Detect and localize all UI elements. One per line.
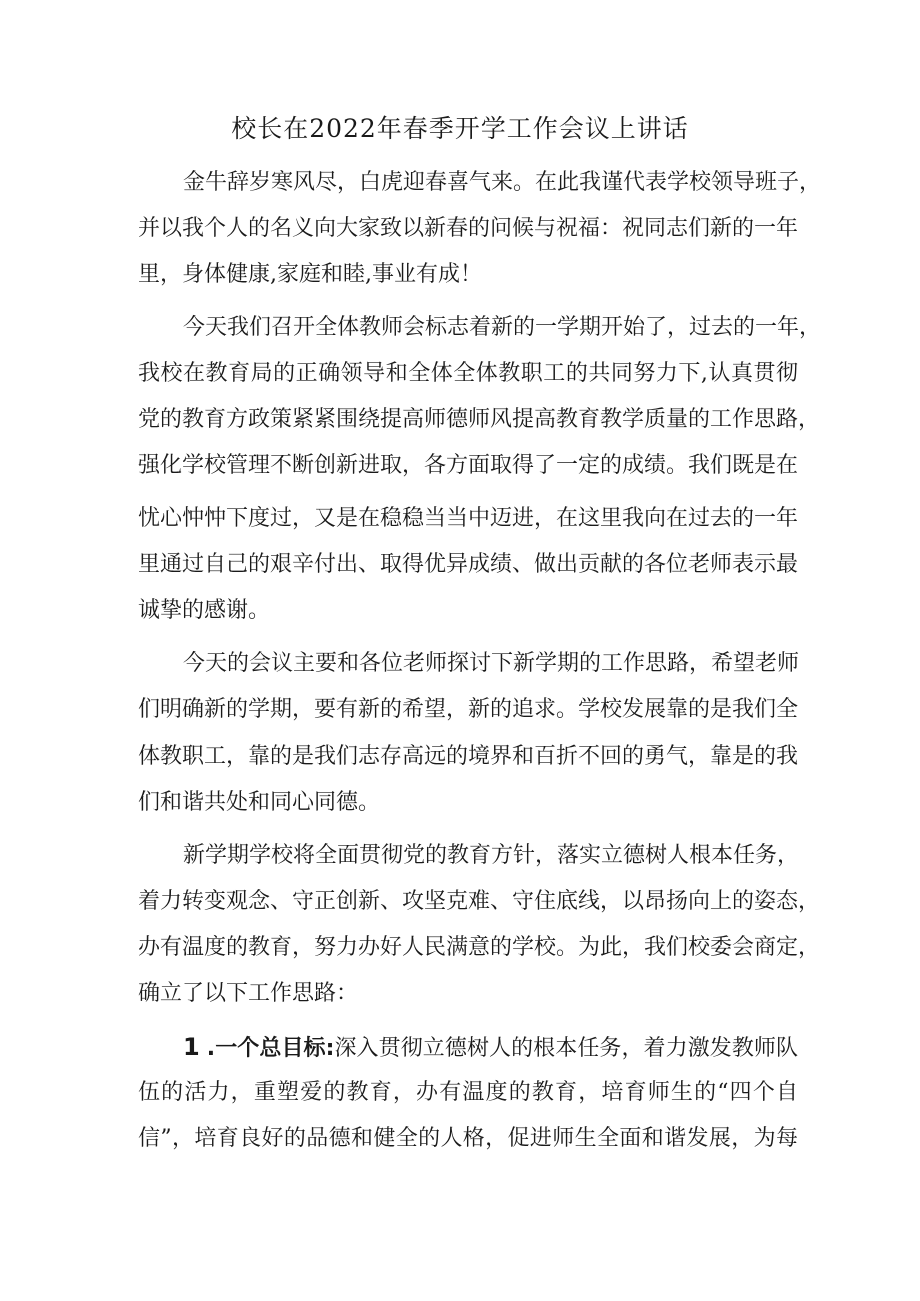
paragraph-4-line-4: 确立了以下工作思路：	[138, 981, 359, 1006]
paragraph-5-line-1-text: 深入贯彻立德树人的根本任务，着力激发教师队	[334, 1036, 799, 1061]
paragraph-3-line-1: 今天的会议主要和各位老师探讨下新学期的工作思路，希望老师	[183, 651, 800, 676]
section-heading: .一个总目标:	[206, 1036, 335, 1061]
list-number: 1	[183, 1033, 200, 1061]
page-title: 校长在2022年春季开学工作会议上讲话	[231, 114, 689, 143]
paragraph-2-line-5: 忧心忡忡下度过，又是在稳稳当当中迈进，在这里我向在过去的一年	[138, 506, 799, 531]
paragraph-2-line-7: 诚挚的感谢。	[138, 598, 271, 623]
paragraph-1-line-2: 并以我个人的名义向大家致以新春的问候与祝福：祝同志们新的一年	[138, 216, 799, 241]
paragraph-4-line-2: 着力转变观念、守正创新、攻坚克难、守住底线，以昂扬向上的姿态，	[138, 889, 821, 914]
paragraph-2-line-1: 今天我们召开全体教师会标志着新的一学期开始了，过去的一年，	[183, 315, 822, 340]
paragraph-2-line-3: 党的教育方政策紧紧围绕提高师德师风提高教育教学质量的工作思路，	[138, 407, 821, 432]
paragraph-2-line-2: 我校在教育局的正确领导和全体全体教职工的共同努力下,认真贯彻	[138, 361, 798, 386]
paragraph-3-line-3: 体教职工，靠的是我们志存高远的境界和百折不回的勇气，靠是的我	[138, 744, 799, 769]
paragraph-5-line-3: 信”，培育良好的品德和健全的人格，促进师生全面和谐发展，为每	[138, 1126, 798, 1151]
paragraph-3-line-2: 们明确新的学期，要有新的希望，新的追求。学校发展靠的是我们全	[138, 697, 799, 722]
paragraph-4-line-1: 新学期学校将全面贯彻党的教育方针，落实立德树人根本任务，	[183, 843, 800, 868]
paragraph-3-line-4: 们和谐共处和同心同德。	[138, 790, 381, 815]
paragraph-2-line-4: 强化学校管理不断创新进取，各方面取得了一定的成绩。我们既是在	[138, 453, 799, 478]
paragraph-1-line-3: 里，身体健康,家庭和睦,事业有成！	[138, 262, 482, 287]
paragraph-2-line-6: 里通过自己的艰辛付出、取得优异成绩、做出贡献的各位老师表示最	[138, 552, 799, 577]
paragraph-4-line-3: 办有温度的教育，努力办好人民满意的学校。为此，我们校委会商定，	[138, 935, 821, 960]
paragraph-1-line-1: 金牛辞岁寒风尽，白虎迎春喜气来。在此我谨代表学校领导班子，	[183, 170, 822, 195]
paragraph-5-line-2: 伍的活力，重塑爱的教育，办有温度的教育，培育师生的“四个自	[138, 1080, 798, 1105]
paragraph-5-line-1	[183, 1030, 798, 1066]
